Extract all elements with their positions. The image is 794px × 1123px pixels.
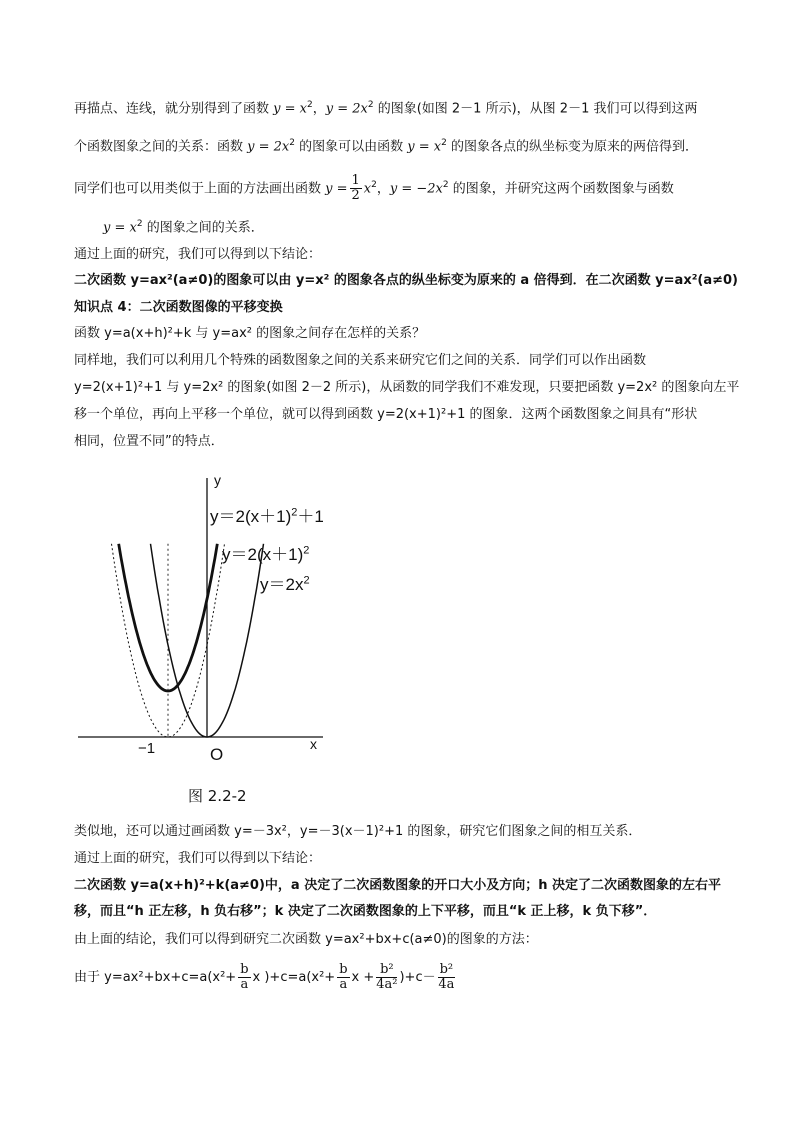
figure-caption: 图 2.2-2 [188,787,247,805]
paragraph-line-14: 通过上面的研究，我们可以得到以下结论： [74,851,322,866]
section-heading: 知识点 4：二次函数图像的平移变换 [74,300,283,315]
fraction-one-half: $\frac{1}{2}$ [351,173,360,204]
question-line: 函数 y=a(x+h)²+k 与 y=ax² 的图象之间存在怎样的关系？ [74,326,426,341]
conclusion-intro: 通过上面的研究，我们可以得到以下结论： [74,247,322,262]
curve-label-shifted-up: $y=2(x+1)^2+1$ [210,506,324,526]
paragraph-line-12: 相同，位置不同”的特点． [74,434,224,449]
paragraph-line-2: 个函数图象之间的关系：函数 $y = 2x^2$ 的图象可以由函数 $y = x^2$ 的图象各点的纵坐标变为原来的两倍得到． [74,138,698,155]
expansion-formula: 由于 y=ax²+bx+c=a(x²+ $\frac{b}{a}$ x )+c=a(x²+ $\frac{b}{a}$ x + $\frac{\text{b²}}{\text{4a²}}$ )+c－ $\frac{\text{b²}}{4a}$ [74,962,455,992]
origin-label: O [210,745,224,764]
conclusion-text: 二次函数 y=ax²(a≠0)的图象可以由 y=x² 的图象各点的纵坐标变为原来的 a 倍得到．在二次函数 y=ax²(a≠0) [74,273,738,288]
paragraph-line-17: 由上面的结论，我们可以得到研究二次函数 y=ax²+bx+c(a≠0)的图象的方法： [74,932,538,947]
paragraph-line-11: 移一个单位，再向上平移一个单位，就可以得到函数 y=2(x+1)²+1 的图象．这两个函数图象之间具有“形状 [74,407,698,422]
conclusion-bold-2: 移，而且“h 正左移，h 负右移”；k 决定了二次函数图象的上下平移，而且“k 正上移，k 负下移”． [74,904,657,919]
paragraph-line-4: $y = x^2$ 的图象之间的关系． [103,219,264,236]
x-axis-label: x [310,736,317,752]
curve-label-base: $y=2x^2$ [260,574,310,594]
y-axis-label: y [214,472,221,488]
conclusion-bold-1: 二次函数 y=a(x+h)²+k(a≠0)中，a 决定了二次函数图象的开口大小及方向；h 决定了二次函数图象的左右平 [74,878,721,893]
curve-label-shifted-left: $y=2(x+1)^2$ [222,544,310,564]
paragraph-line-9: 同样地，我们可以利用几个特殊的函数图象之间的关系来研究它们之间的关系．同学们可以作出函数 [74,353,647,368]
paragraph-line-1: 再描点、连线，就分别得到了函数 $y = x^2$，$y = 2x^2$ 的图象(如图 2－1 所示)，从图 2－1 我们可以得到这两 [74,100,698,117]
paragraph-line-10: y=2(x+1)²+1 与 y=2x² 的图象(如图 2－2 所示)，从函数的同学我们不难发现，只要把函数 y=2x² 的图象向左平 [74,380,740,395]
tick-label-neg1: −1 [138,740,156,757]
paragraph-line-3: 同学们也可以用类似于上面的方法画出函数 y = $\frac{1}{2}$ $x^2$，$y = -2x^2$ 的图象，并研究这两个函数图象与函数 [74,173,674,204]
paragraph-line-13: 类似地，还可以通过画函数 y=－3x²，y=－3(x－1)²+1 的图象，研究它们图象之间的相互关系． [74,824,642,839]
